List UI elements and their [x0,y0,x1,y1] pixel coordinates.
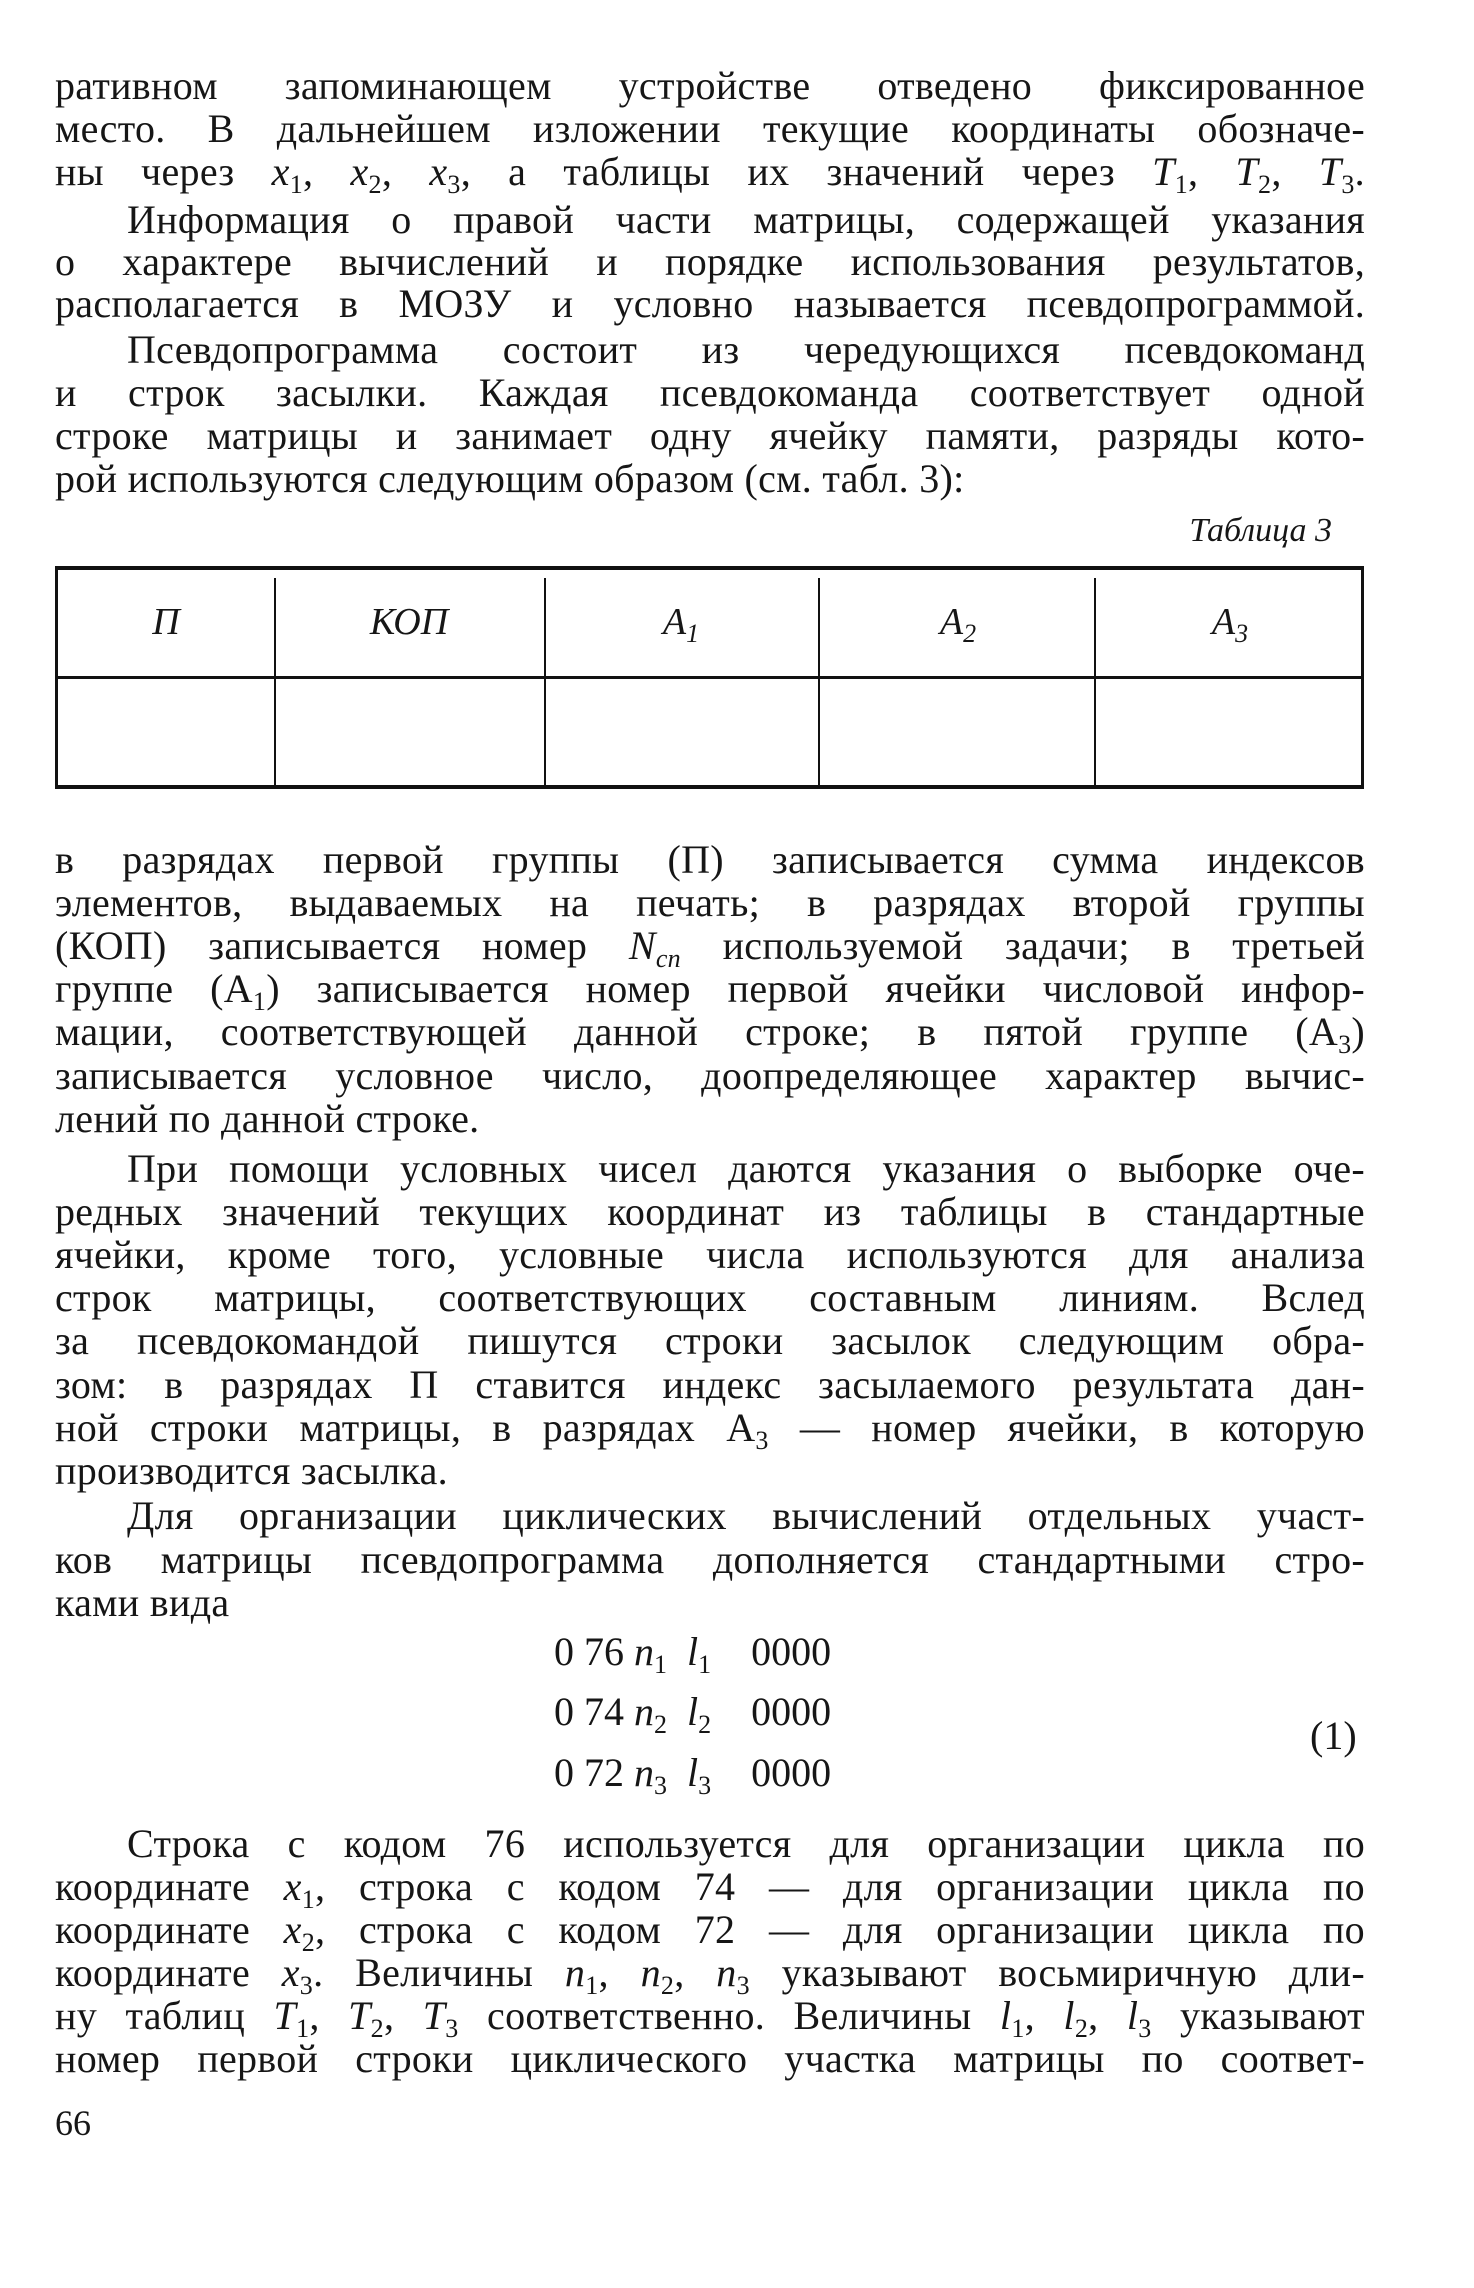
subscript: 2 [301,1928,316,1957]
subscript: 2 [368,170,382,199]
subscript: 2 [1258,170,1272,199]
text-line [55,1449,1365,1493]
subscript: 2 [370,2014,384,2043]
subscript: 3 [736,1971,750,2000]
math-variable: x [271,149,290,194]
line-content: мации, соответствующей данной строке; в пятой группе $(А_3)$ [55,1009,1365,1059]
table-header-cell: $A_3$ [1211,601,1249,648]
text-line [55,1097,1365,1141]
subscript: 3 [698,1771,712,1800]
subscript: 1 [296,2014,310,2043]
line-content: редных значений текущих координат из таблицы в стандартные [55,1189,1365,1234]
text-line [55,1907,1365,1957]
math-variable: n [634,1629,654,1674]
line-content: координате $x_3$. Величины $n_1$, $n_2$, $n_3$ указывают восьмиричную дли- [55,1950,1365,2000]
text-line [55,1054,1365,1098]
subscript: 1 [686,619,700,648]
subscript: сп [655,944,681,973]
math-variable: l [687,1750,699,1795]
line-content: и строк засылки. Каждая псевдокоманда соответствует одной [55,370,1365,415]
line-content: ками вида [55,1580,230,1625]
text-line [55,1993,1365,2043]
text-line [55,457,1365,501]
math-variable: n [716,1950,737,1995]
text-line [55,1009,1365,1059]
subscript: 1 [252,987,267,1016]
text-line [55,838,1365,882]
line-content: располагается в МОЗУ и условно называется псевдопрограммой. [55,281,1365,326]
text-line [127,1147,1365,1191]
subscript: 2 [1074,2014,1089,2043]
text-line [55,1233,1365,1277]
math-variable: l [1063,1993,1075,2038]
subscript: 1 [654,1650,667,1679]
math-variable: l [687,1689,699,1734]
text-line [55,1190,1365,1234]
line-content: (КОП) записывается номер $N_{сп}$ используемой задачи; в третьей [55,923,1365,973]
subscript: 3 [1235,619,1249,648]
subscript: 2 [963,619,977,648]
page-number: 66 [55,2103,91,2143]
math-variable: x [283,1864,302,1909]
line-content: номер первой строки циклического участка матрицы по соответ- [55,2036,1365,2081]
text-line [55,1538,1365,1582]
text-line [55,414,1365,458]
text-line [55,2037,1365,2081]
subscript: 2 [654,1710,667,1739]
text-line [55,1363,1365,1407]
math-variable: x [429,149,448,194]
text-line [55,1276,1365,1320]
math-variable: l [687,1629,699,1674]
line-content: строке матрицы и занимает одну ячейку памяти, разряды кото- [55,413,1365,458]
text-line [55,881,1365,925]
text-line [55,966,1365,1016]
subscript: 3 [1338,1030,1352,1059]
table-column-rule [818,578,820,785]
math-variable: T [1235,149,1259,194]
table-header-cell: $A_2$ [939,601,977,648]
math-variable: T [422,1993,446,2038]
subscript: 3 [1341,170,1355,199]
line-content: ну таблиц $T_1$, $T_2$, $T_3$ соответственно. Величины $l_1$, $l_2$, $l_3$ указывают [55,1993,1365,2043]
table-header-cell: $A_1$ [662,601,700,648]
table-caption: Таблица 3 [1189,512,1332,549]
line-content: ков матрицы псевдопрограмма дополняется стандартными стро- [55,1537,1365,1582]
line-content: ной строки матрицы, в разрядах $А_3$ — номер ячейки, в которую [55,1405,1365,1455]
text-line [55,240,1365,284]
text-line [127,328,1365,372]
subscript: 3 [755,1426,769,1455]
subscript: 3 [1138,2014,1152,2043]
math-variable: N [628,923,656,968]
subscript: 2 [698,1710,712,1739]
line-content: группе $(А_1)$ записывается номер первой ячейки числовой инфор- [55,966,1365,1016]
subscript: 1 [698,1650,712,1679]
line-content: Строка с кодом 76 используется для организации цикла по [127,1821,1365,1866]
text-line [55,1864,1365,1914]
line-content: зом: в разрядах П ставится индекс засылаемого результата дан- [55,1362,1365,1407]
line-content: При помощи условных чисел даются указания о выборке оче- [127,1146,1365,1191]
text-line [55,64,1365,108]
equation-number: (1) [1310,1713,1357,1758]
table-3 [55,566,1364,789]
subscript: 3 [299,1971,314,2000]
line-content: место. В дальнейшем изложении текущие координаты обозначе- [55,106,1365,151]
math-variable: l [1126,1993,1139,2038]
line-content: Псевдопрограмма состоит из чередующихся псевдокоманд [127,327,1365,372]
table-column-rule [274,578,276,785]
text-line [127,1494,1365,1538]
line-content: координате $x_1$, строка с кодом 74 — для организации цикла по [55,1864,1365,1914]
subscript: 3 [445,2014,459,2043]
line-content: Информация о правой части матрицы, содержащей указания [127,197,1365,242]
text-line [55,1405,1365,1455]
table-column-rule [544,578,546,785]
line-content: записывается условное число, доопределяющее характер вычис- [55,1053,1365,1098]
math-variable: n [634,1689,654,1734]
text-line [127,198,1365,242]
math-variable: n [564,1950,586,1995]
line-content: в разрядах первой группы (П) записывается сумма индексов [55,837,1365,882]
text-line [55,923,1365,973]
text-line [55,1581,1365,1625]
line-content: ячейки, кроме того, условные числа используются для анализа [55,1232,1365,1277]
text-line [55,1319,1365,1363]
line-content: за псевдокомандой пишутся строки засылок следующим обра- [55,1318,1365,1363]
subscript: 1 [301,1885,316,1914]
math-variable: T [1318,149,1342,194]
line-content: ны через $x_1$, $x_2$, $x_3$, а таблицы их значений через $T_1$, $T_2$, $T_3$. [55,149,1365,199]
math-variable: n [640,1950,661,1995]
line-content: производится засылка. [55,1448,448,1493]
text-line [127,1822,1365,1866]
line-content: лений по данной строке. [55,1096,480,1141]
math-variable: T [348,1993,371,2038]
table-header-cell: П [152,601,180,643]
subscript: 1 [1174,170,1189,199]
math-variable: x [350,149,369,194]
line-content: координате $x_2$, строка с кодом 72 — для организации цикла по [55,1907,1365,1957]
math-variable: T [1152,149,1175,194]
line-content: элементов, выдаваемых на печать; в разрядах второй группы [55,880,1365,925]
math-variable: l [999,1993,1012,2038]
text-line [55,107,1365,151]
line-content: строк матрицы, соответствующих составным линиям. Вслед [55,1275,1365,1320]
line-content: Для организации циклических вычислений отдельных участ- [127,1493,1365,1538]
subscript: 2 [660,1971,675,2000]
subscript: 3 [447,170,461,199]
formula-row: 0 76 $n_1$ $l_1$ 0000 [554,1629,832,1679]
text-line [55,371,1365,415]
text-line [55,282,1365,326]
formula-row: 0 74 $n_2$ $l_2$ 0000 [554,1689,832,1739]
subscript: 1 [1011,2014,1025,2043]
line-content: ративном запоминающем устройстве отведено фиксированное [55,63,1365,108]
text-line [55,149,1365,199]
math-variable: T [273,1993,297,2038]
line-content: рой используются следующим образом (см. табл. 3): [55,456,965,501]
line-content: о характере вычислений и порядке использования результатов, [55,239,1365,284]
subscript: 1 [585,1971,599,2000]
subscript: 1 [289,170,304,199]
math-variable: x [283,1907,302,1952]
text-line [55,1950,1365,2000]
table-header-cell: КОП [369,601,449,643]
formula-row: 0 72 $n_3$ $l_3$ 0000 [554,1750,832,1800]
table-header-rule [58,676,1361,679]
math-variable: x [281,1950,300,1995]
table-column-rule [1094,578,1096,785]
subscript: 3 [654,1771,667,1800]
math-variable: n [634,1750,654,1795]
